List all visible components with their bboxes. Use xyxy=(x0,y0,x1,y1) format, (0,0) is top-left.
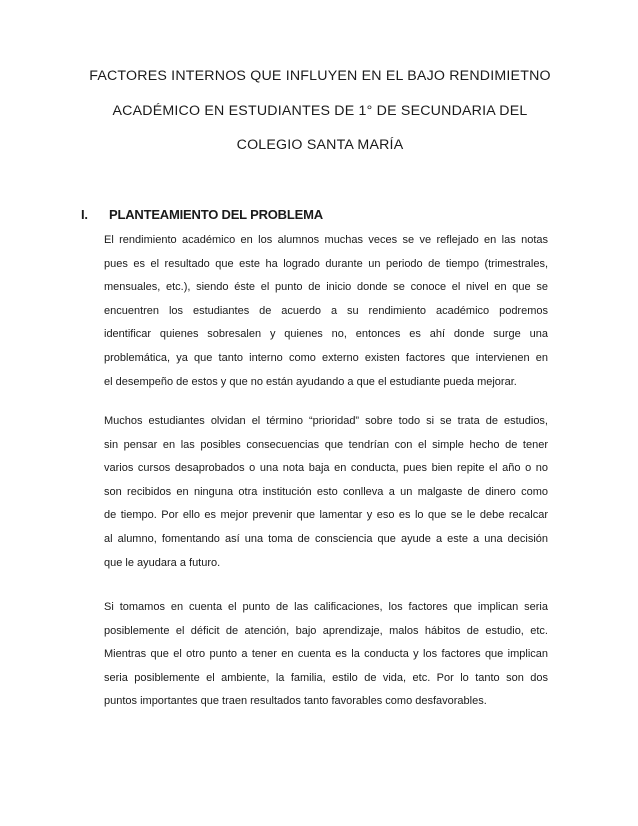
paragraph-line: seria posiblemente el ambiente, la familia, estilo de vida, etc. Por lo tanto son dos xyxy=(104,671,548,684)
paragraph-2 xyxy=(104,410,548,575)
paragraph-line: Muchos estudiantes olvidan el término “prioridad” sobre todo si se trata de estudios, xyxy=(104,415,548,427)
paragraph-line: son recibidos en ninguna otra institución esto conlleva a un malgaste de dinero como xyxy=(104,485,548,498)
title-line-3: COLEGIO SANTA MARÍA xyxy=(236,137,404,153)
paragraph-line: de tiempo. Por ello es mejor prevenir que lamentar y eso es lo que se le debe recalcar xyxy=(104,509,548,522)
paragraph-line: encuentren los estudiantes de acuerdo a su rendimiento académico podremos xyxy=(104,304,548,317)
paragraph-line: varios cursos desaprobados o una nota baja en conducta, pues bien repite el año o no xyxy=(104,462,548,475)
title-line-1: FACTORES INTERNOS QUE INFLUYEN EN EL BAJO RENDIMIETNO xyxy=(89,68,551,84)
section-heading xyxy=(81,207,323,222)
paragraph-1 xyxy=(104,229,548,394)
section-title: PLANTEAMIENTO DEL PROBLEMA xyxy=(109,207,323,222)
paragraph-line: El rendimiento académico en los alumnos muchas veces se ve reflejado en las notas xyxy=(104,234,548,246)
paragraph-3 xyxy=(104,596,548,714)
paragraph-line: que le ayudara a futuro. xyxy=(104,556,221,569)
paragraph-line: el desempeño de estos y que no están ayudando a que el estudiante pueda mejorar. xyxy=(104,375,517,388)
paragraph-line: posiblemente el déficit de atención, bajo aprendizaje, malos hábitos de estudio, etc. xyxy=(104,624,548,637)
paragraph-line: al alumno, fomentando así una toma de consciencia que ayude a este a una decisión xyxy=(104,532,548,545)
title-line-2: ACADÉMICO EN ESTUDIANTES DE 1° DE SECUNDARIA DEL xyxy=(112,102,528,119)
document-title xyxy=(60,66,580,170)
paragraph-line: Mientras que el otro punto a tener en cuenta es la conducta y los factores que implican xyxy=(104,648,548,661)
paragraph-line: mensuales, etc.), siendo éste el punto de inicio donde se conoce el nivel en que se xyxy=(104,281,548,294)
paragraph-line: Si tomamos en cuenta el punto de las calificaciones, los factores que implican seria xyxy=(104,601,548,613)
paragraph-line: puntos importantes que traen resultados tanto favorables como desfavorables. xyxy=(104,695,487,708)
section-number: I. xyxy=(81,207,88,222)
paragraph-line: sin pensar en las posibles consecuencias que tendrían con el simple hecho de tener xyxy=(104,438,548,451)
paragraph-line: problemática, ya que tanto interno como externo existen factores que intervienen en xyxy=(104,351,548,364)
paragraph-line: identificar quienes sobresalen y quienes no, entonces es ahí donde surge una xyxy=(104,328,548,341)
paragraph-line: pues es el resultado que este ha logrado durante un periodo de tiempo (trimestrales, xyxy=(104,257,548,270)
